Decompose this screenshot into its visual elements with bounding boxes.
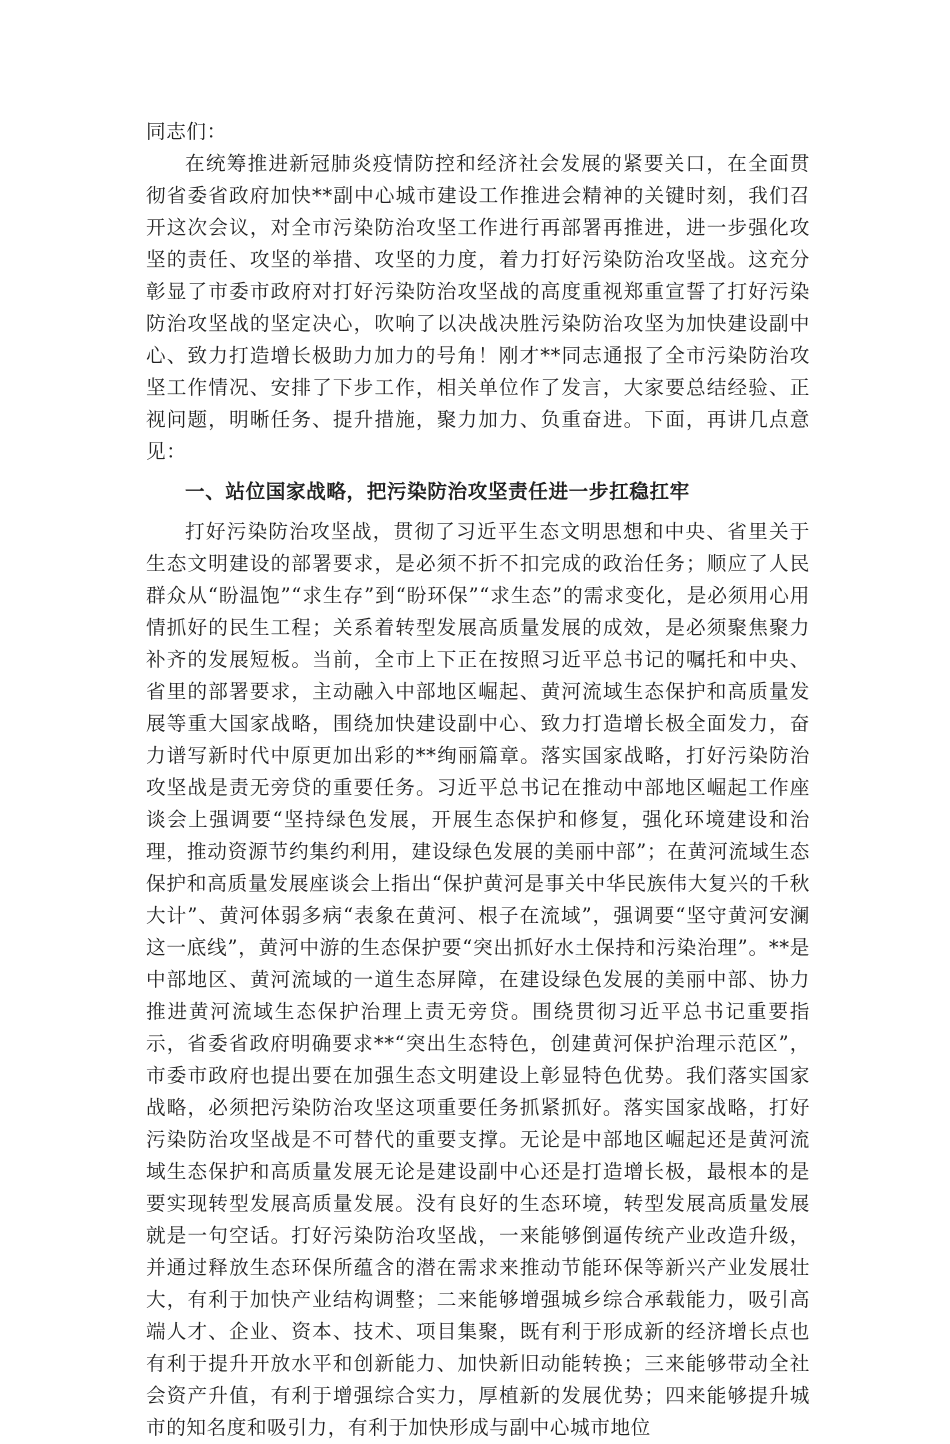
section-heading-1: 一、站位国家战略，把污染防治攻坚责任进一步扛稳扛牢 xyxy=(185,480,690,503)
paragraph-intro: 在统筹推进新冠肺炎疫情防控和经济社会发展的紧要关口，在全面贯彻省委省政府加快**副中心城市建设工作推进会精神的关键时刻，我们召开这次会议，对全市污染防治攻坚工作进行再部署再推进，进一步强化攻坚的责任、攻坚的举措、攻坚的力度，着力打好污染防治攻坚战。这充分彰显了市委市政府对打好污染防治攻坚战的高度重视郑重宣誓了打好污染防治攻坚战的坚定决心，吹响了以决战决胜污染防治攻坚为加快建设副中心、致力打造增长极助力加力的号角！刚才**同志通报了全市污染防治攻坚工作情况、安排了下步工作，相关单位作了发言，大家要总结经验、正视问题，明晰任务、提升措施，聚力加力、负重奋进。下面，再讲几点意见： xyxy=(146,152,810,463)
paragraph-section-1: 打好污染防治攻坚战，贯彻了习近平生态文明思想和中央、省里关于生态文明建设的部署要求，是必须不折不扣完成的政治任务；顺应了人民群众从“盼温饱”“求生存”到“盼环保”“求生态”的需求变化，是必须用心用情抓好的民生工程；关系着转型发展高质量发展的成效，是必须聚焦聚力补齐的发展短板。当前，全市上下正在按照习近平总书记的嘱托和中央、省里的部署要求，主动融入中部地区崛起、黄河流域生态保护和高质量发展等重大国家战略，围绕加快建设副中心、致力打造增长极全面发力，奋力谱写新时代中原更加出彩的**绚丽篇章。落实国家战略，打好污染防治攻坚战是责无旁贷的重要任务。习近平总书记在推动中部地区崛起工作座谈会上强调要“坚持绿色发展，开展生态保护和修复，强化环境建设和治理，推动资源节约集约利用，建设绿色发展的美丽中部”；在黄河流域生态保护和高质量发展座谈会上指出“保护黄河是事关中华民族伟大复兴的千秋大计”、黄河体弱多病“表象在黄河、根子在流域”，强调要“坚守黄河安澜这一底线”，黄河中游的生态保护要“突出抓好水土保持和污染治理”。**是中部地区、黄河流域的一道生态屏障，在建设绿色发展的美丽中部、协力推进黄河流域生态保护治理上责无旁贷。围绕贯彻习近平总书记重要指示，省委省政府明确要求**“突出生态特色，创建黄河保护治理示范区”，市委市政府也提出要在加强生态文明建设上彰显特色优势。我们落实国家战略，必须把污染防治攻坚这项重要任务抓紧抓好。落实国家战略，打好污染防治攻坚战是不可替代的重要支撑。无论是中部地区崛起还是黄河流域生态保护和高质量发展无论是建设副中心还是打造增长极，最根本的是要实现转型发展高质量发展。没有良好的生态环境，转型发展高质量发展就是一句空话。打好污染防治攻坚战，一来能够倒逼传统产业改造升级，并通过释放生态环保所蕴含的潜在需求来推动节能环保等新兴产业发展壮大，有利于加快产业结构调整；二来能够增强城乡综合承载能力，吸引高端人才、企业、资本、技术、项目集聚，既有利于形成新的经济增长点也有利于提升开放水平和创新能力、加快新旧动能转换；三来能够带动全社会资产升值，有利于增强综合实力，厚植新的发展优势；四来能够提升城市的知名度和吸引力，有利于加快形成与副中心城市地位 xyxy=(146,520,810,1439)
salutation: 同志们： xyxy=(146,120,227,143)
document-body xyxy=(146,114,810,1444)
